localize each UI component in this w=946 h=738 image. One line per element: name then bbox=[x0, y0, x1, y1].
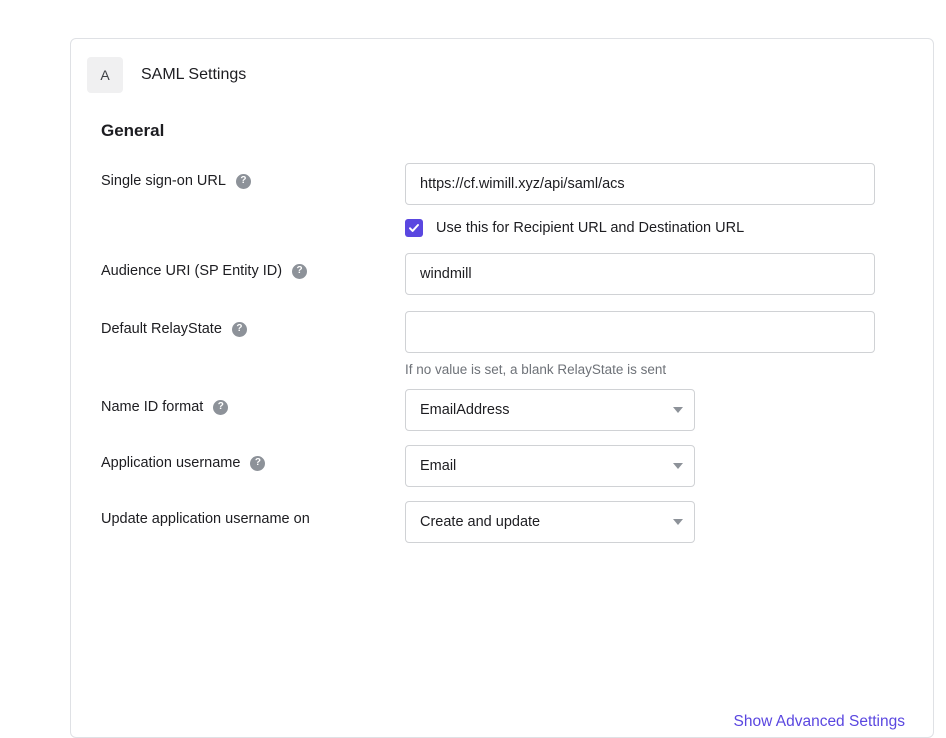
checkbox-label-use-for-recipient-destination: Use this for Recipient URL and Destination URL bbox=[436, 220, 745, 236]
section-title-general: General bbox=[101, 121, 165, 140]
row-default-relay-state bbox=[71, 311, 933, 377]
help-icon[interactable]: ? bbox=[292, 264, 307, 279]
application-username-value: Email bbox=[420, 458, 457, 474]
label-text: Default RelayState bbox=[101, 321, 222, 337]
field-audience-uri bbox=[405, 253, 933, 295]
label-text: Audience URI (SP Entity ID) bbox=[101, 263, 283, 279]
audience-uri-input[interactable] bbox=[405, 253, 875, 295]
row-name-id-format bbox=[71, 389, 933, 433]
help-icon[interactable]: ? bbox=[250, 456, 265, 471]
update-application-username-on-select[interactable] bbox=[405, 501, 695, 543]
single-sign-on-url-input[interactable] bbox=[405, 163, 875, 205]
recipient-destination-checkbox-row[interactable] bbox=[405, 219, 933, 237]
chevron-down-icon bbox=[673, 407, 683, 413]
step-badge: A bbox=[87, 57, 123, 93]
row-application-username bbox=[71, 445, 933, 489]
field-update-application-username-on bbox=[405, 501, 933, 543]
update-application-username-on-value: Create and update bbox=[420, 514, 541, 530]
field-application-username bbox=[405, 445, 933, 487]
application-username-select[interactable] bbox=[405, 445, 695, 487]
help-icon[interactable]: ? bbox=[236, 174, 251, 189]
field-name-id-format bbox=[405, 389, 933, 431]
chevron-down-icon bbox=[673, 519, 683, 525]
default-relay-state-input[interactable] bbox=[405, 311, 875, 353]
show-advanced-settings-link[interactable]: Show Advanced Settings bbox=[733, 713, 905, 730]
row-update-application-username-on bbox=[71, 501, 933, 545]
checkbox-use-for-recipient-destination[interactable] bbox=[405, 219, 423, 237]
label-single-sign-on-url bbox=[71, 163, 405, 189]
row-audience-uri bbox=[71, 253, 933, 297]
help-icon[interactable]: ? bbox=[232, 322, 247, 337]
default-relay-state-hint: If no value is set, a blank RelayState is sent bbox=[405, 362, 667, 377]
label-default-relay-state bbox=[71, 311, 405, 337]
panel-title: SAML Settings bbox=[141, 66, 247, 83]
help-icon[interactable]: ? bbox=[213, 400, 228, 415]
label-update-application-username-on bbox=[71, 501, 405, 527]
label-text: Application username bbox=[101, 455, 241, 471]
name-id-format-value: EmailAddress bbox=[420, 402, 510, 418]
label-text: Single sign-on URL bbox=[101, 173, 226, 189]
panel-header bbox=[71, 39, 933, 93]
chevron-down-icon bbox=[673, 463, 683, 469]
label-audience-uri bbox=[71, 253, 405, 279]
label-text: Update application username on bbox=[101, 511, 310, 527]
field-single-sign-on-url bbox=[405, 163, 933, 237]
row-single-sign-on-url bbox=[71, 163, 933, 237]
label-application-username bbox=[71, 445, 405, 471]
name-id-format-select[interactable] bbox=[405, 389, 695, 431]
label-name-id-format bbox=[71, 389, 405, 415]
label-text: Name ID format bbox=[101, 399, 204, 415]
field-default-relay-state bbox=[405, 311, 933, 377]
saml-settings-form bbox=[71, 163, 933, 545]
saml-settings-panel bbox=[70, 38, 934, 738]
